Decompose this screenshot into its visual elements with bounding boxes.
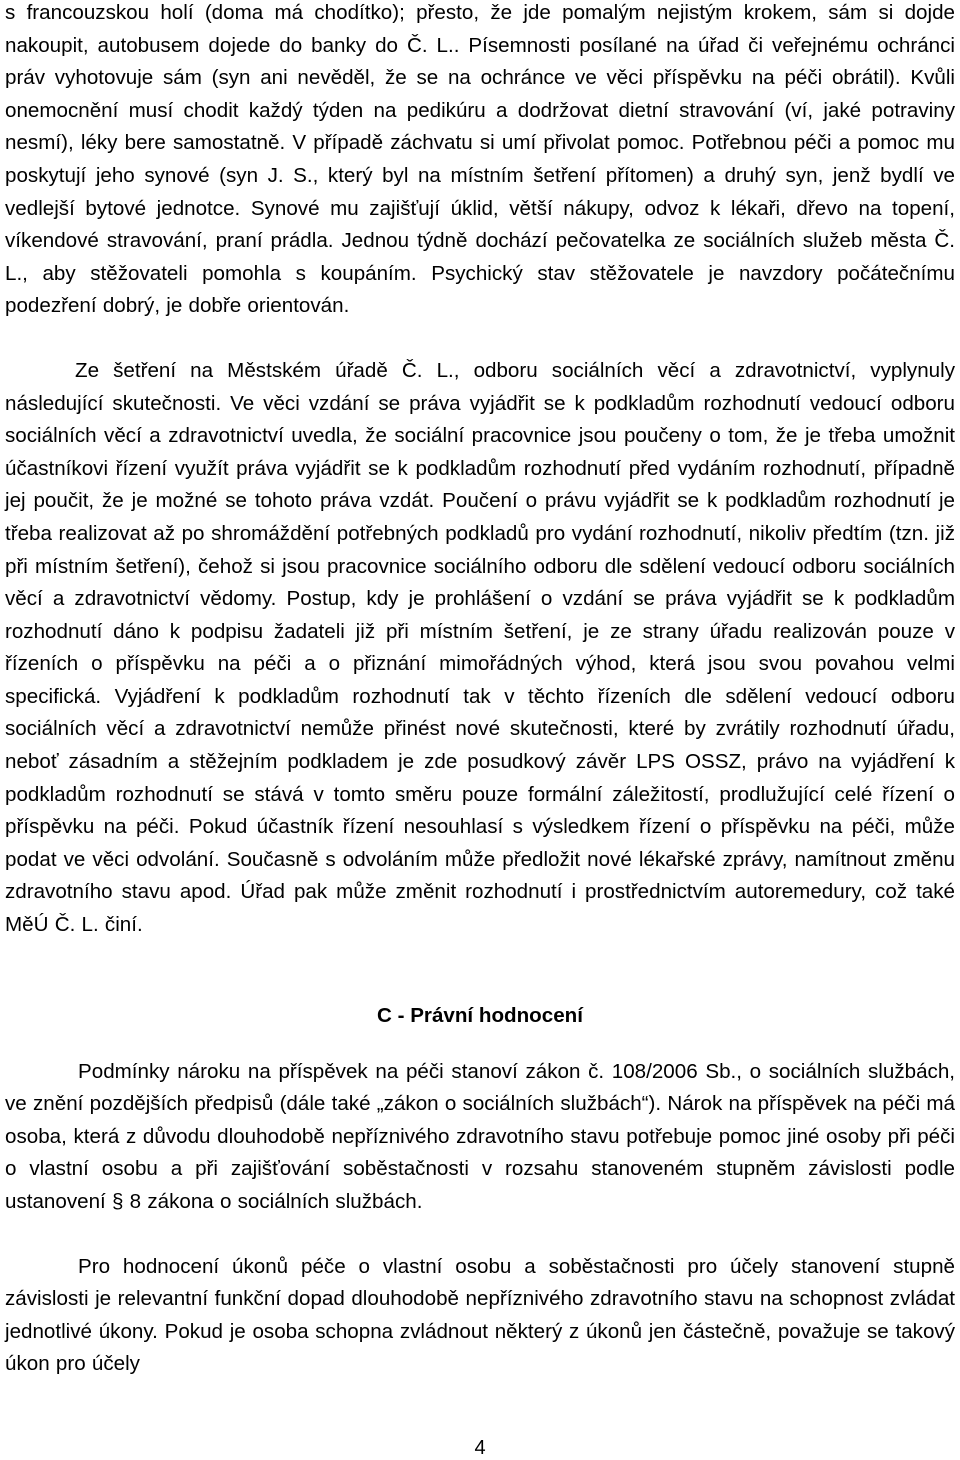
page-number: 4 — [474, 1437, 486, 1459]
paragraph-hodnoceni-ukonu: Pro hodnocení úkonů péče o vlastní osobu a soběstačnosti pro účely stanovení stupně závislosti je relevantní funkční dopad dlouhodobě nepříznivého zdravotního stavu na schopnost zvládat jednotlivé úkony. Pokud je osoba schopna zvládnout některý z úkonů jen částečně, považuje se takový úkon pro účely — [5, 1254, 955, 1376]
paragraph-stav-stezovatele: s francouzskou holí (doma má chodítko); přesto, že jde pomalým nejistým krokem, sám si dojde nakoupit, autobusem dojede do banky do Č. L.. Písemnosti posílané na úřad či veřejnému ochránci práv vyhotovuje sám (syn ani nevěděl, že se na ochránce ve věci příspěvku na péči obrátil). Kvůli onemocnění musí chodit každý týden na pedikúru a dodržovat dietní stravování (ví, jaké potraviny nesmí), léky bere samostatně. V případě záchvatu si umí přivolat pomoc. Potřebnou péči a pomoc mu poskytují jeho synové (syn J. S., který byl na místním šetření přítomen) a druhý syn, jenž bydlí ve vedlejší bytové jednotce. Synové mu zajišťují úklid, větší nákupy, odvoz k lékaři, dřevo na topení, víkendové stravování, praní prádla. Jednou týdně dochází pečovatelka ze sociálních služeb města Č. L., aby stěžovateli pomohla s koupáním. Psychický stav stěžovatele je navzdory počátečnímu podezření dobrý, je dobře orientován. — [5, 1, 955, 318]
paragraph-podminky-naroku: Podmínky nároku na příspěvek na péči stanoví zákon č. 108/2006 Sb., o sociálních službách, ve znění pozdějších předpisů (dále také „zákon o sociálních službách“). Nárok na příspěvek na péči má osoba, která z důvodu dlouhodobě nepříznivého zdravotního stavu potřebuje pomoc jiné osoby při péči o vlastní osobu a při zajišťování soběstačnosti v rozsahu stanoveném stupněm závislosti podle ustanovení § 8 zákona o sociálních službách. — [5, 1059, 955, 1213]
section-heading-pravni-hodnoceni: C - Právní hodnocení — [377, 1003, 583, 1027]
paragraph-setreni-mestsky-urad: Ze šetření na Městském úřadě Č. L., odboru sociálních věcí a zdravotnictví, vyplynuly následující skutečnosti. Ve věci vzdání se práva vyjádřit se k podkladům rozhodnutí vedoucí odboru sociálních věcí a zdravotnictví uvedla, že sociální pracovnice jsou poučeny o tom, že je třeba umožnit účastníkovi řízení využít práva vyjádřit se k podkladům rozhodnutí před vydáním rozhodnutí, případně jej poučit, že je možné se tohoto práva vzdát. Poučení o právu vyjádřit se k podkladům rozhodnutí je třeba realizovat až po shromáždění potřebných podkladů pro vydání rozhodnutí, nikoliv předtím (tzn. již při místním šetření), čehož si jsou pracovnice sociálního odboru dle sdělení vedoucí odboru sociálních věcí a zdravotnictví vědomy. Postup, kdy je prohlášení o vzdání se práva vyjádřit se k podkladům rozhodnutí dáno k podpisu žadateli již při místním šetření, je ze strany úřadu realizován pouze v řízeních o příspěvku na péči a o přiznání mimořádných výhod, která jsou svou povahou velmi specifická. Vyjádření k podkladům rozhodnutí tak v těchto řízeních dle sdělení vedoucí odboru sociálních věcí a zdravotnictví nemůže přinést nové skutečnosti, které by zvrátily rozhodnutí úřadu, neboť zásadním a stěžejním podkladem je zde posudkový závěr LPS OSSZ, právo na vyjádření k podkladům rozhodnutí se stává v tomto směru pouze formální záležitostí, prodlužující celé řízení o příspěvku na péči. Pokud účastník řízení nesouhlasí s výsledkem řízení o příspěvku na péči, může podat ve věci odvolání. Současně s odvoláním může předložit nové lékařské zprávy, namítnout změnu zdravotního stavu apod. Úřad pak může změnit rozhodnutí i prostřednictvím autoremedury, což také MěÚ Č. L. činí. — [5, 358, 955, 937]
document-page — [5, 0, 955, 1381]
